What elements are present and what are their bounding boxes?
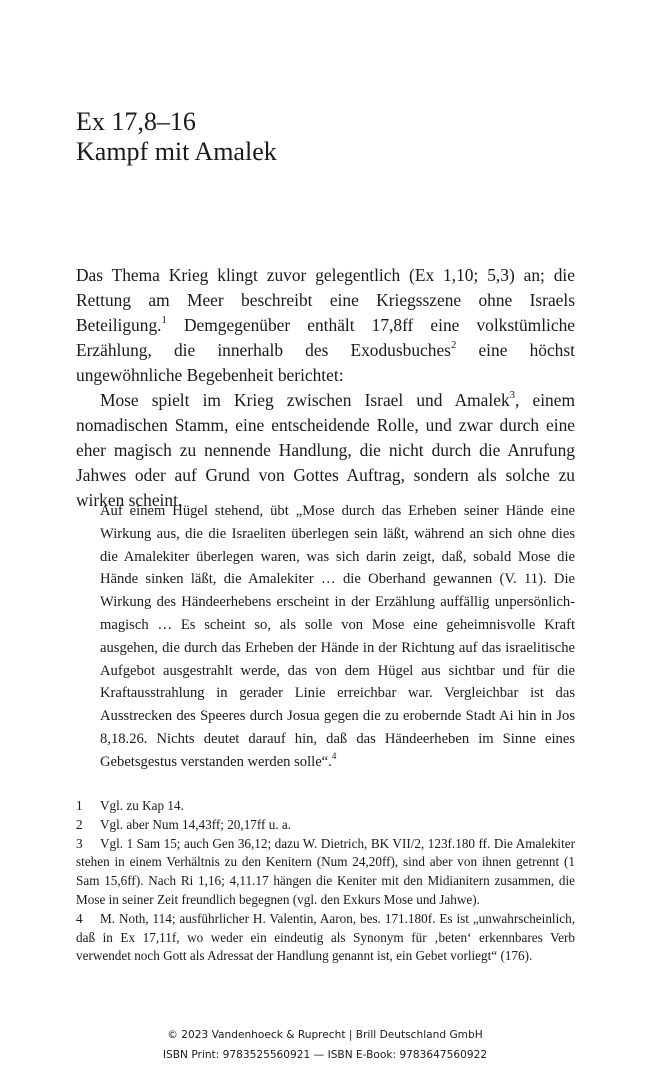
chapter-heading [76,107,576,167]
footnote-4 [76,910,575,966]
paragraph-2 [76,388,575,513]
heading-reference: Ex 17,8–16 [76,107,196,136]
footnote-ref-3[interactable]: 3 [509,388,516,401]
isbn-line: ISBN Print: 9783525560921 — ISBN E-Book: 9783647560922 [162,1049,488,1061]
copyright-footer [0,1025,650,1065]
heading-title: Kampf mit Amalek [76,137,277,166]
p1-segment-3: eine höchst ungewöhnliche Begebenheit berichtet: [76,340,575,385]
footnote-ref-1[interactable]: 1 [161,313,167,326]
footnote-text: Vgl. aber Num 14,43ff; 20,17ff u. a. [100,816,292,832]
p2-segment-2: , einem nomadischen Stamm, eine entscheidende Rolle, und zwar durch eine eher magisch zu nennende Handlung, die nicht durch die Anrufung Jahwes oder auf Grund von Gottes Auftrag, sondern als solche zu wirken scheint. [76,390,575,510]
footnote-1 [76,797,575,816]
footnote-3 [76,835,575,910]
footnote-number: 2 [76,816,83,832]
footnote-number: 1 [76,798,83,813]
footnote-number: 3 [76,835,83,851]
p2-segment-1: Mose spielt im Krieg zwischen Israel und Amalek [100,390,510,410]
quote-text: Auf einem Hügel stehend, übt „Mose durch das Erheben seiner Hände eine Wirkung aus, die die Israeliten überlegen sein läßt, während an sich ohne dies die Amalekiter überlegen waren, was sich darin zeigt, daß, sobald Mose die Hände sinken läßt, die Amalekiter … die Oberhand gewannen (V. 11). Die Wirkung des Händeerhebens erscheint in der Erzählung auffällig unpersönlich-magisch … Es scheint so, als solle von Mose eine geheimnisvolle Kraft ausgehen, die durch das Erheben der Hände in der Richtung auf das israelitische Aufgebot ausgestrahlt werde, das von dem Hügel aus sichtbar und für die Kraftausstrahlung in gerader Linie erreichbar war. Vergleichbar ist das Ausstrecken des Speeres durch Josua gegen die zu erobernde Stadt Ai hin in Jos 8,18.26. Nichts deutet darauf hin, daß das Händeerheben im Sinne eines Gebetsgestus verstanden werden solle“. [100,503,575,770]
footnote-number: 4 [76,910,83,926]
main-text [76,263,575,513]
footnote-text: Vgl. zu Kap 14. [100,798,184,813]
p1-segment-1: Das Thema Krieg klingt zuvor gelegentlich (Ex 1,10; 5,3) an; die Rettung am Meer beschreibt eine Kriegsszene ohne Israels Beteiligung. [76,265,575,335]
footnote-ref-2[interactable]: 2 [450,338,457,351]
block-quote [100,500,575,774]
copyright-line: © 2023 Vandenhoeck & Ruprecht | Brill Deutschland GmbH [167,1029,483,1041]
p1-segment-2: Demgegenüber enthält 17,8ff eine volkstümliche Erzählung, die innerhalb des Exodusbuches [76,315,575,360]
footnote-text: M. Noth, 114; ausführlicher H. Valentin, Aaron, bes. 171.180f. Es ist „unwahrscheinlich, daß in Ex 17,11f, wo weder ein eindeutig als Synonym für ‚beten‘ erkennbares Verb verwendet noch Gott als Adressat der Handlung genannt ist, ein Gebet vorliegt“ (176). [76,910,575,964]
paragraph-1 [76,263,575,388]
footnote-text: Vgl. 1 Sam 15; auch Gen 36,12; dazu W. Dietrich, BK VII/2, 123f.180 ff. Die Amalekiter stehen in einem Verhältnis zu den Kenitern (Num 24,20ff), sind aber von ihnen getrennt (1 Sam 15,6ff). Nach Ri 1,16; 4,11.17 hängen die Keniter mit den Midianitern zusammen, die Mose in seiner Zeit freundlich begegnen (vgl. den Exkurs Mose und Jahwe). [76,835,575,907]
footnote-ref-4[interactable]: 4 [331,750,337,761]
footnotes [76,797,575,966]
footnote-2 [76,816,575,835]
